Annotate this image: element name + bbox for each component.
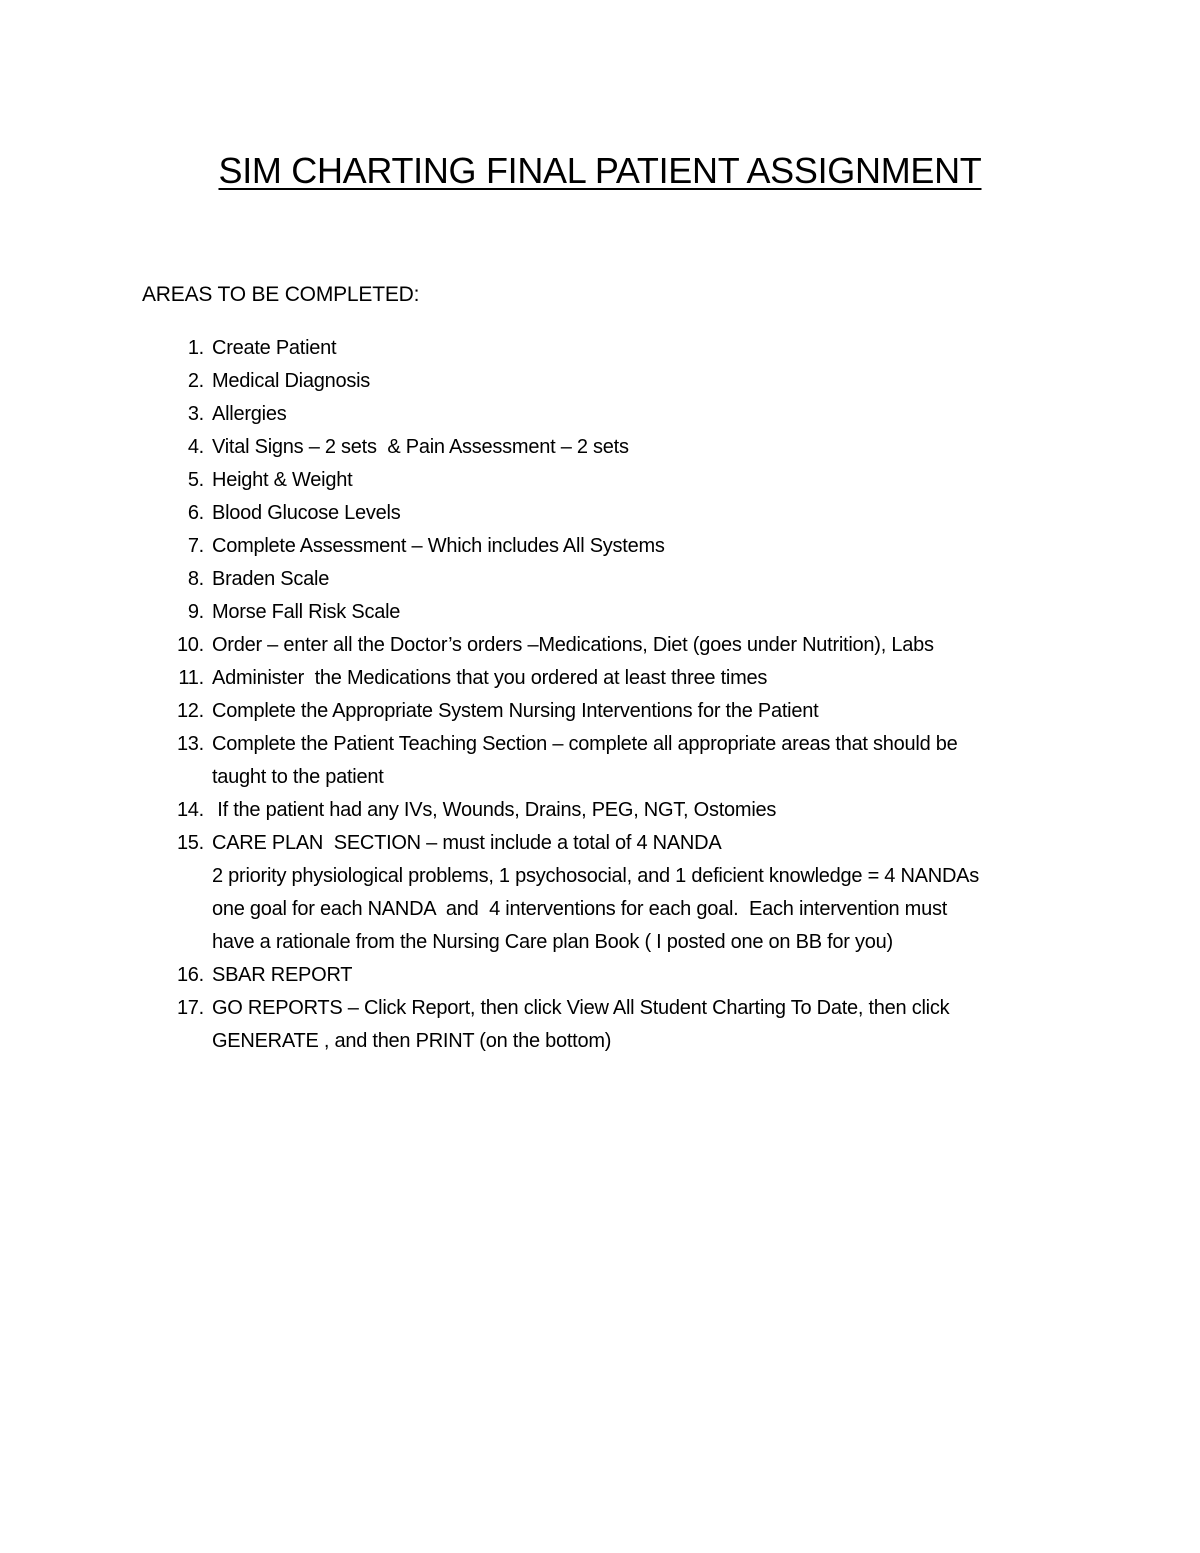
task-text <box>212 530 1112 563</box>
task-number: 11. <box>178 667 204 689</box>
task-text-line: Complete the Patient Teaching Section – complete all appropriate areas that should be <box>212 733 958 755</box>
task-number: 6. <box>187 502 204 524</box>
task-item <box>0 530 1200 563</box>
task-item <box>0 662 1200 695</box>
task-text-line: 2 priority physiological problems, 1 psychosocial, and 1 deficient knowledge = 4 NANDAs <box>212 865 979 887</box>
task-text-line: SBAR REPORT <box>212 964 353 986</box>
task-text <box>212 629 1112 662</box>
task-text <box>212 497 1112 530</box>
task-item <box>0 497 1200 530</box>
task-text-line: taught to the patient <box>212 766 384 788</box>
task-item <box>0 332 1200 365</box>
task-text <box>212 332 1112 365</box>
task-item <box>0 728 1200 794</box>
document-title: SIM CHARTING FINAL PATIENT ASSIGNMENT <box>218 150 982 191</box>
task-number: 10. <box>176 634 204 656</box>
task-text-line: Order – enter all the Doctor’s orders –Medications, Diet (goes under Nutrition), Labs <box>212 634 934 656</box>
task-number: 13. <box>176 733 204 755</box>
task-text-line: Complete Assessment – Which includes All Systems <box>212 535 665 557</box>
task-number: 4. <box>187 436 204 458</box>
task-text-line: Height & Weight <box>212 469 353 491</box>
task-text-line: GENERATE , and then PRINT (on the bottom) <box>212 1030 612 1052</box>
task-text-line: Allergies <box>212 403 287 425</box>
task-number: 15. <box>176 832 204 854</box>
task-text-line: Blood Glucose Levels <box>212 502 401 524</box>
task-text-line: CARE PLAN SECTION – must include a total of 4 NANDA <box>212 832 722 854</box>
task-item <box>0 398 1200 431</box>
task-number: 2. <box>187 370 204 392</box>
task-text <box>212 398 1112 431</box>
task-item <box>0 464 1200 497</box>
task-list <box>0 332 1200 1058</box>
task-number: 17. <box>176 997 204 1019</box>
task-item <box>0 992 1200 1058</box>
section-heading: AREAS TO BE COMPLETED: <box>142 283 420 306</box>
task-text <box>212 794 1112 827</box>
task-text <box>212 365 1112 398</box>
task-text <box>212 563 1112 596</box>
task-number: 14. <box>176 799 204 821</box>
task-text-line: have a rationale from the Nursing Care plan Book ( I posted one on BB for you) <box>212 931 893 953</box>
task-text <box>212 728 1112 794</box>
task-item <box>0 794 1200 827</box>
task-text-line: Create Patient <box>212 337 337 359</box>
task-item <box>0 365 1200 398</box>
task-text <box>212 431 1112 464</box>
task-item <box>0 695 1200 728</box>
task-text <box>212 992 1112 1058</box>
task-item <box>0 563 1200 596</box>
task-number: 5. <box>187 469 204 491</box>
task-item <box>0 431 1200 464</box>
task-text-line: one goal for each NANDA and 4 interventions for each goal. Each intervention must <box>212 898 947 920</box>
task-text <box>212 827 1112 959</box>
task-number: 3. <box>187 403 204 425</box>
task-number: 1. <box>187 337 204 359</box>
task-text-line: Administer the Medications that you ordered at least three times <box>212 667 768 689</box>
task-text-line: Braden Scale <box>212 568 330 590</box>
task-text <box>212 596 1112 629</box>
task-text <box>212 464 1112 497</box>
task-text-line: Morse Fall Risk Scale <box>212 601 401 623</box>
task-text-line: If the patient had any IVs, Wounds, Drains, PEG, NGT, Ostomies <box>212 799 777 821</box>
task-text-line: GO REPORTS – Click Report, then click View All Student Charting To Date, then click <box>212 997 950 1019</box>
task-text <box>212 959 1112 992</box>
task-text-line: Complete the Appropriate System Nursing Interventions for the Patient <box>212 700 819 722</box>
task-number: 16. <box>176 964 204 986</box>
task-item <box>0 596 1200 629</box>
task-number: 8. <box>187 568 204 590</box>
task-text-line: Vital Signs – 2 sets & Pain Assessment – 2 sets <box>212 436 629 458</box>
task-text-line: Medical Diagnosis <box>212 370 371 392</box>
task-item <box>0 959 1200 992</box>
task-text <box>212 695 1112 728</box>
task-text <box>212 662 1112 695</box>
task-number: 12. <box>176 700 204 722</box>
task-number: 9. <box>187 601 204 623</box>
task-item <box>0 629 1200 662</box>
task-item <box>0 827 1200 959</box>
task-number: 7. <box>187 535 204 557</box>
